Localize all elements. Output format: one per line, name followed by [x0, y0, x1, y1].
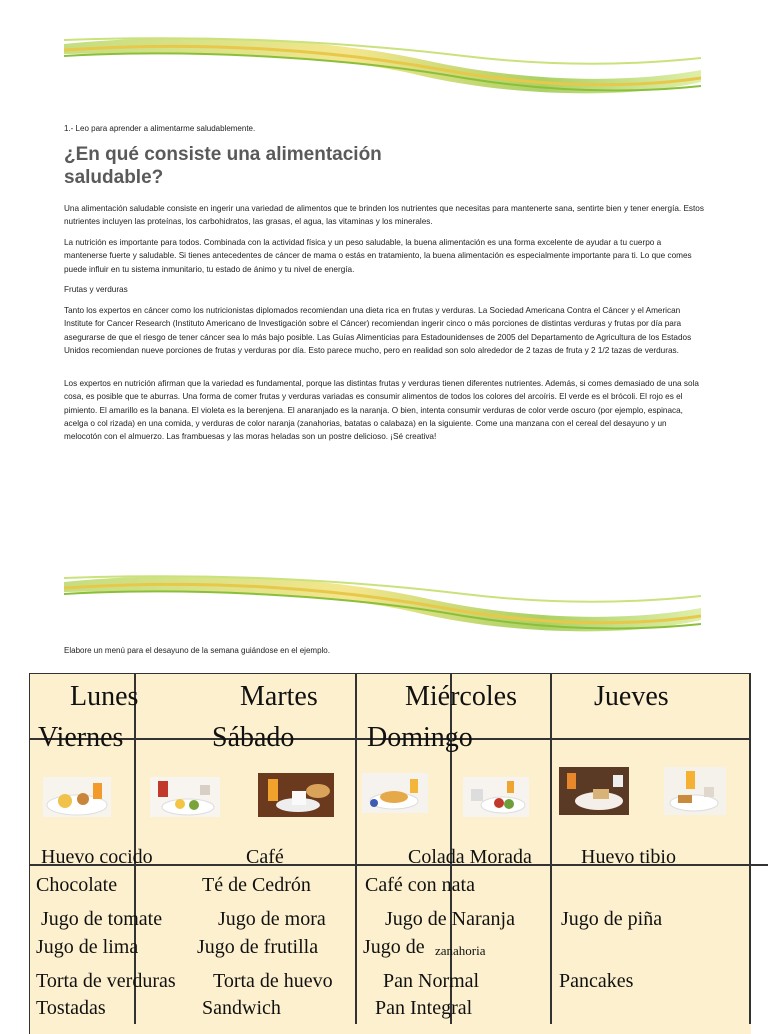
day-viernes: Viernes [38, 722, 124, 753]
food-item: Jugo de tomate [41, 908, 163, 930]
food-item: Chocolate [36, 874, 118, 896]
day-domingo: Domingo [367, 722, 473, 753]
table-divider [749, 673, 751, 1024]
food-item: Café con nata [365, 874, 475, 896]
day-miercoles: Miércoles [405, 681, 517, 712]
breakfast-photo-jueves-3 [664, 767, 726, 815]
food-item: Torta de huevo [213, 970, 333, 992]
food-item: Torta de verduras [36, 970, 176, 992]
food-item: Pancakes [559, 970, 634, 992]
intro-line: 1.- Leo para aprender a alimentarme saludablemente. [64, 124, 256, 133]
food-item: Colada Morada [408, 846, 532, 868]
decorative-wave-banner-middle [64, 568, 701, 640]
paragraph-1: Una alimentación saludable consiste en ingerir una variedad de alimentos que te brinden los nutrientes que necesitas para mantenerte sana, sentirte bien y tener energía. Estos nutrientes incluyen las proteínas, los carbohidratos, las grasas, el agua, las vitaminas y los minerales. [64, 204, 704, 227]
page-title: ¿En qué consiste una alimentación saludable? [64, 144, 382, 188]
paragraph-4: Los expertos en nutrición afirman que la variedad es fundamental, porque las distintas frutas y verduras tienen diferentes nutrientes. Además, si comes demasiado de una sola cosa, es posible que te aburras. Una forma de comer frutas y verduras variadas es consumir alimentos de todos los colores del arcoíris. El verde es el brócoli. El rojo es el pimiento. El amarillo es la banana. El violeta es la berenjena. El anaranjado es la naranja. O bien, intenta consumir verduras de color verde oscuro (por ejemplo, espinaca, acelga o col rizada) en una comida, y verduras de color naranja (zanahorias, batatas o calabaza) en la siguiente. Come una manzana con el cereal del desayuno y un melocotón con el almuerzo. Las frambuesas y las moras heladas son un postre delicioso. ¡Sé creativa! [64, 379, 699, 442]
food-item: Pan Integral [375, 997, 473, 1019]
food-item: Jugo de Naranja [385, 908, 515, 930]
paragraph-2: La nutrición es importante para todos. Combinada con la actividad física y un peso saludable, la buena alimentación es una forma excelente de ayudar a tu cuerpo a mantenerse fuerte y saludable. Si tienes antecedentes de cáncer de mama o estás en tratamiento, la buena alimentación es especialmente importante para ti. Lo que comes puede influir en tu sistema inmunitario, tu estado de ánimo y tu nivel de energía. [64, 238, 692, 274]
food-item: Huevo tibio [581, 846, 676, 868]
food-item: Jugo de piña [561, 908, 663, 930]
food-item: Jugo de frutilla [197, 936, 319, 958]
food-item: Jugo de lima [36, 936, 139, 958]
food-item: Huevo cocido [41, 846, 153, 868]
day-martes: Martes [240, 681, 318, 712]
table-divider [355, 673, 357, 1024]
food-item: Café [246, 846, 284, 868]
paragraph-3: Tanto los expertos en cáncer como los nutricionistas diplomados recomiendan una dieta rica en frutas y verduras. La Sociedad Americana Contra el Cáncer y el American Institute for Cancer Research (Instituto Americano de Investigación sobre el Cáncer) recomiendan ingerir cinco o más porciones de distintas verduras y frutas por día para asegurarse de que el riesgo de tener cáncer sea lo más bajo posible. Las Guías Alimenticias para Estadounidenses de 2005 del Departamento de Agricultura de los Estados Unidos recomiendan nueve porciones de frutas y verduras por día. Esto parece mucho, pero en realidad son solo alrededor de 2 tazas de fruta y 2 1/2 tazas de verduras. [64, 306, 692, 355]
food-item: Sandwich [202, 997, 281, 1019]
food-item: Jugo de [363, 936, 425, 958]
instruction-line: Elabore un menú para el desayuno de la semana guiándose en el ejemplo. [64, 646, 330, 655]
breakfast-photo-jueves-2 [559, 767, 629, 815]
food-item: Té de Cedrón [202, 874, 311, 896]
breakfast-photo-martes [150, 777, 220, 817]
day-sabado: Sábado [212, 722, 295, 753]
day-jueves: Jueves [594, 681, 669, 712]
food-item: Pan Normal [383, 970, 480, 992]
food-item: Jugo de mora [218, 908, 326, 930]
table-divider [550, 673, 552, 1024]
breakfast-photo-jueves-1 [463, 777, 529, 817]
day-lunes: Lunes [70, 681, 139, 712]
food-item: Tostadas [36, 997, 106, 1019]
decorative-wave-banner-top [64, 30, 701, 102]
breakfast-photo-miercoles-2 [362, 773, 428, 813]
breakfast-photo-miercoles-1 [258, 773, 334, 817]
breakfast-photo-lunes [43, 777, 111, 817]
food-item: zanahoria [435, 943, 486, 958]
section-heading-frutas: Frutas y verduras [64, 285, 128, 294]
